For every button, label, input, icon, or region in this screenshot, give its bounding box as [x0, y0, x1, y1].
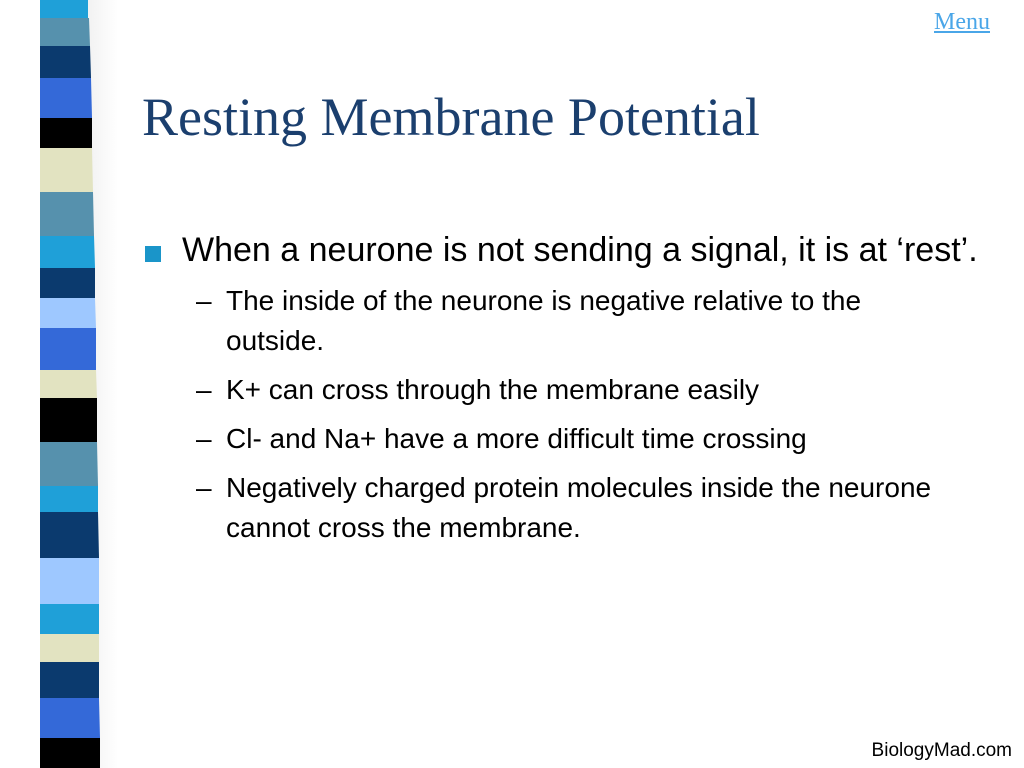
dash-bullet-icon: –	[196, 472, 212, 503]
dash-bullet-icon: –	[196, 374, 212, 405]
stripe-block	[40, 78, 92, 118]
stripe-block	[40, 18, 90, 46]
square-bullet-icon	[145, 246, 161, 262]
main-bullet-text: When a neurone is not sending a signal, it is at ‘rest’.	[182, 231, 978, 269]
stripe-block	[40, 512, 99, 558]
menu-link[interactable]: Menu	[934, 9, 990, 35]
stripe-block	[40, 486, 98, 512]
stripe-block	[40, 370, 97, 398]
decorative-stripe-graphic	[0, 0, 120, 768]
sub-bullet-list	[142, 281, 982, 548]
stripe-block	[40, 738, 100, 768]
sub-bullet-text: Negatively charged protein molecules inside the neurone cannot cross the membrane.	[226, 472, 932, 543]
sub-bullet-item	[142, 370, 946, 410]
dash-bullet-icon: –	[196, 423, 212, 454]
stripe-block	[40, 634, 99, 662]
sub-bullet-text: K+ can cross through the membrane easily	[226, 374, 760, 405]
footer-credit: BiologyMad.com	[871, 740, 1012, 761]
stripe-block	[40, 442, 98, 486]
decorative-stripe-strip	[0, 0, 120, 768]
stripe-block	[40, 558, 99, 604]
sub-bullet-text: The inside of the neurone is negative relative to the outside.	[226, 285, 862, 356]
stripe-block	[40, 192, 94, 236]
stripe-block	[40, 662, 99, 698]
stripe-block	[40, 698, 100, 738]
stripe-block	[40, 236, 95, 268]
stripe-block	[40, 268, 95, 298]
slide-content	[142, 228, 982, 557]
sub-bullet-item	[142, 419, 946, 459]
slide-title: Resting Membrane Potential	[142, 87, 760, 147]
stripe-block	[40, 0, 88, 18]
sub-bullet-item	[142, 281, 946, 361]
stripe-block	[40, 148, 93, 192]
stripe-block	[40, 604, 99, 634]
sub-bullet-text: Cl- and Na+ have a more difficult time crossing	[226, 423, 807, 454]
stripe-block	[40, 398, 97, 442]
stripe-block	[40, 298, 96, 328]
stripe-block	[40, 118, 92, 148]
sub-bullet-item	[142, 468, 946, 548]
stripe-block	[40, 328, 96, 370]
stripe-block	[40, 46, 91, 78]
dash-bullet-icon: –	[196, 285, 212, 316]
main-bullet	[142, 228, 982, 273]
